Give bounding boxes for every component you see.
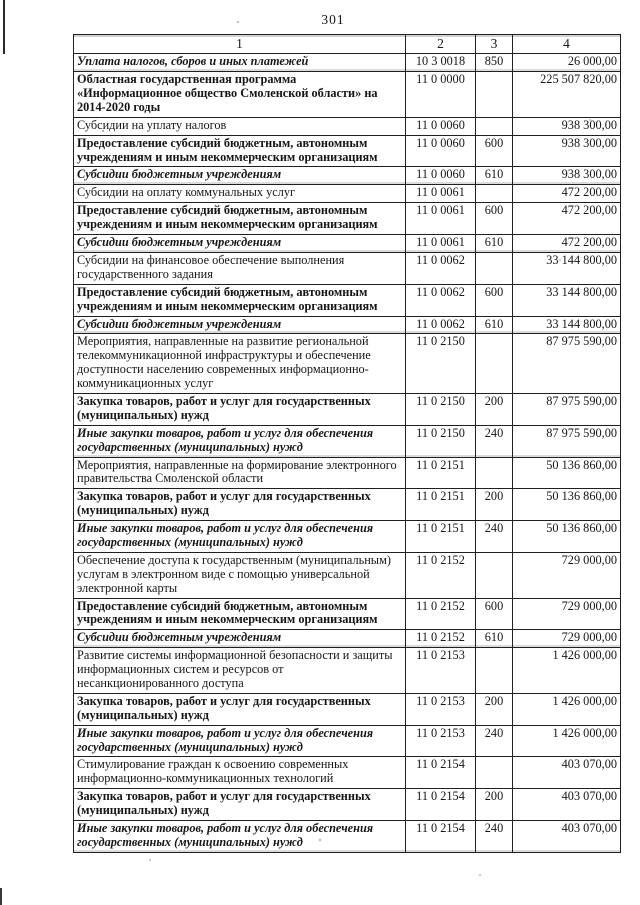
cell-amount: 729 000,00 <box>513 630 621 648</box>
cell-code: 11 0 2150 <box>406 425 476 457</box>
cell-name: Субсидии на уплату налогов <box>74 117 406 135</box>
cell-expense-type: 600 <box>476 598 513 630</box>
table-row <box>74 489 621 521</box>
cell-expense-type: 200 <box>476 789 513 821</box>
cell-code: 11 0 0000 <box>406 72 476 118</box>
column-header-amount: 4 <box>513 35 621 54</box>
cell-amount: 225 507 820,00 <box>513 72 621 118</box>
cell-name: Субсидии бюджетным учреждениям <box>74 235 406 253</box>
table-row <box>74 789 621 821</box>
cell-expense-type <box>476 334 513 394</box>
cell-name: Субсидии бюджетным учреждениям <box>74 630 406 648</box>
table-row <box>74 252 621 284</box>
scan-artifact-line-top-left <box>3 0 5 54</box>
cell-code: 11 0 2153 <box>406 725 476 757</box>
page-number: 301 <box>321 12 345 27</box>
cell-expense-type: 610 <box>476 235 513 253</box>
cell-amount: 403 070,00 <box>513 789 621 821</box>
table-row <box>74 185 621 203</box>
cell-code: 11 0 2150 <box>406 334 476 394</box>
cell-name: Иные закупки товаров, работ и услуг для обеспечения государственных (муниципальных) нужд <box>74 821 406 853</box>
table-row <box>74 54 621 72</box>
cell-name: Закупка товаров, работ и услуг для государственных (муниципальных) нужд <box>74 789 406 821</box>
cell-code: 11 0 0060 <box>406 167 476 185</box>
table-row <box>74 235 621 253</box>
column-header-code: 2 <box>406 35 476 54</box>
cell-name: Развитие системы информационной безопасности и защиты информационных систем и ресурсов от несанкционированного доступа <box>74 648 406 694</box>
cell-code: 11 0 2154 <box>406 789 476 821</box>
cell-amount: 1 426 000,00 <box>513 648 621 694</box>
cell-code: 11 0 2154 <box>406 757 476 789</box>
cell-amount: 729 000,00 <box>513 552 621 598</box>
table-body <box>74 54 621 853</box>
cell-name: Предоставление субсидий бюджетным, автономным учреждениям и иным некоммерческим организациям <box>74 203 406 235</box>
cell-expense-type <box>476 457 513 489</box>
cell-code: 11 0 0062 <box>406 316 476 334</box>
cell-amount: 472 200,00 <box>513 235 621 253</box>
cell-expense-type <box>476 252 513 284</box>
table-row <box>74 167 621 185</box>
cell-name: Уплата налогов, сборов и иных платежей <box>74 54 406 72</box>
cell-expense-type <box>476 648 513 694</box>
cell-amount: 50 136 860,00 <box>513 521 621 553</box>
cell-amount: 403 070,00 <box>513 821 621 853</box>
cell-code: 11 0 0060 <box>406 135 476 167</box>
table-row <box>74 203 621 235</box>
cell-expense-type: 610 <box>476 316 513 334</box>
table-row <box>74 457 621 489</box>
table-row <box>74 693 621 725</box>
table-row <box>74 552 621 598</box>
cell-code: 11 0 2154 <box>406 821 476 853</box>
cell-code: 10 3 0018 <box>406 54 476 72</box>
cell-expense-type: 240 <box>476 521 513 553</box>
cell-expense-type <box>476 72 513 118</box>
cell-code: 11 0 0061 <box>406 185 476 203</box>
cell-name: Иные закупки товаров, работ и услуг для обеспечения государственных (муниципальных) нужд <box>74 725 406 757</box>
table-row <box>74 757 621 789</box>
cell-amount: 729 000,00 <box>513 598 621 630</box>
table-row <box>74 630 621 648</box>
scan-artifact-line-bottom-left <box>0 888 2 905</box>
cell-name: Субсидии на оплату коммунальных услуг <box>74 185 406 203</box>
table-row <box>74 334 621 394</box>
cell-name: Стимулирование граждан к освоению современных информационно-коммуникационных технологий <box>74 757 406 789</box>
cell-expense-type: 610 <box>476 630 513 648</box>
table-header-row <box>74 35 621 54</box>
cell-expense-type: 200 <box>476 693 513 725</box>
cell-expense-type: 240 <box>476 425 513 457</box>
cell-code: 11 0 0062 <box>406 284 476 316</box>
table-row <box>74 725 621 757</box>
cell-expense-type: 200 <box>476 393 513 425</box>
table-row <box>74 521 621 553</box>
cell-code: 11 0 2152 <box>406 598 476 630</box>
cell-name: Закупка товаров, работ и услуг для государственных (муниципальных) нужд <box>74 693 406 725</box>
cell-code: 11 0 0062 <box>406 252 476 284</box>
cell-name: Иные закупки товаров, работ и услуг для обеспечения государственных (муниципальных) нужд <box>74 425 406 457</box>
cell-amount: 87 975 590,00 <box>513 425 621 457</box>
cell-amount: 472 200,00 <box>513 203 621 235</box>
cell-code: 11 0 2152 <box>406 630 476 648</box>
cell-expense-type <box>476 552 513 598</box>
cell-code: 11 0 2153 <box>406 648 476 694</box>
cell-code: 11 0 0060 <box>406 117 476 135</box>
cell-code: 11 0 0061 <box>406 235 476 253</box>
cell-expense-type: 200 <box>476 489 513 521</box>
table-row <box>74 135 621 167</box>
cell-name: Предоставление субсидий бюджетным, автономным учреждениям и иным некоммерческим организациям <box>74 598 406 630</box>
cell-code: 11 0 2153 <box>406 693 476 725</box>
cell-expense-type: 610 <box>476 167 513 185</box>
table-row <box>74 72 621 118</box>
cell-amount: 33 144 800,00 <box>513 316 621 334</box>
cell-code: 11 0 2151 <box>406 457 476 489</box>
cell-code: 11 0 2152 <box>406 552 476 598</box>
table-row <box>74 316 621 334</box>
cell-name: Предоставление субсидий бюджетным, автономным учреждениям и иным некоммерческим организациям <box>74 135 406 167</box>
cell-amount: 33 144 800,00 <box>513 284 621 316</box>
cell-amount: 50 136 860,00 <box>513 457 621 489</box>
cell-amount: 472 200,00 <box>513 185 621 203</box>
cell-name: Областная государственная программа «Информационное общество Смоленской области» на 2014-2020 годы <box>74 72 406 118</box>
table-row <box>74 117 621 135</box>
cell-name: Мероприятия, направленные на формирование электронного правительства Смоленской области <box>74 457 406 489</box>
cell-expense-type <box>476 117 513 135</box>
cell-name: Закупка товаров, работ и услуг для государственных (муниципальных) нужд <box>74 489 406 521</box>
cell-amount: 33 144 800,00 <box>513 252 621 284</box>
table-row <box>74 821 621 853</box>
budget-table <box>73 34 621 853</box>
cell-amount: 87 975 590,00 <box>513 393 621 425</box>
cell-code: 11 0 0061 <box>406 203 476 235</box>
cell-name: Субсидии бюджетным учреждениям <box>74 167 406 185</box>
cell-amount: 1 426 000,00 <box>513 725 621 757</box>
cell-expense-type: 600 <box>476 284 513 316</box>
cell-amount: 403 070,00 <box>513 757 621 789</box>
cell-code: 11 0 2150 <box>406 393 476 425</box>
cell-amount: 1 426 000,00 <box>513 693 621 725</box>
cell-code: 11 0 2151 <box>406 521 476 553</box>
column-header-expense-type: 3 <box>476 35 513 54</box>
cell-expense-type: 600 <box>476 135 513 167</box>
cell-name: Субсидии бюджетным учреждениям <box>74 316 406 334</box>
table-row <box>74 648 621 694</box>
cell-name: Закупка товаров, работ и услуг для государственных (муниципальных) нужд <box>74 393 406 425</box>
cell-code: 11 0 2151 <box>406 489 476 521</box>
cell-name: Иные закупки товаров, работ и услуг для обеспечения государственных (муниципальных) нужд <box>74 521 406 553</box>
cell-name: Мероприятия, направленные на развитие региональной телекоммуникационной инфраструктуры и обеспечение доступности населению современных информационно-коммуникационных услуг <box>74 334 406 394</box>
cell-amount: 26 000,00 <box>513 54 621 72</box>
table-row <box>74 393 621 425</box>
cell-amount: 938 300,00 <box>513 117 621 135</box>
cell-amount: 50 136 860,00 <box>513 489 621 521</box>
table-row <box>74 598 621 630</box>
cell-name: Субсидии на финансовое обеспечение выполнения государственного задания <box>74 252 406 284</box>
cell-amount: 87 975 590,00 <box>513 334 621 394</box>
cell-expense-type: 850 <box>476 54 513 72</box>
cell-expense-type <box>476 185 513 203</box>
cell-amount: 938 300,00 <box>513 135 621 167</box>
cell-amount: 938 300,00 <box>513 167 621 185</box>
cell-name: Предоставление субсидий бюджетным, автономным учреждениям и иным некоммерческим организациям <box>74 284 406 316</box>
table-row <box>74 425 621 457</box>
cell-name: Обеспечение доступа к государственным (муниципальным) услугам в электронном виде с помощью универсальной электронной карты <box>74 552 406 598</box>
cell-expense-type: 240 <box>476 725 513 757</box>
cell-expense-type: 600 <box>476 203 513 235</box>
column-header-name: 1 <box>74 35 406 54</box>
cell-expense-type <box>476 757 513 789</box>
table-row <box>74 284 621 316</box>
cell-expense-type: 240 <box>476 821 513 853</box>
